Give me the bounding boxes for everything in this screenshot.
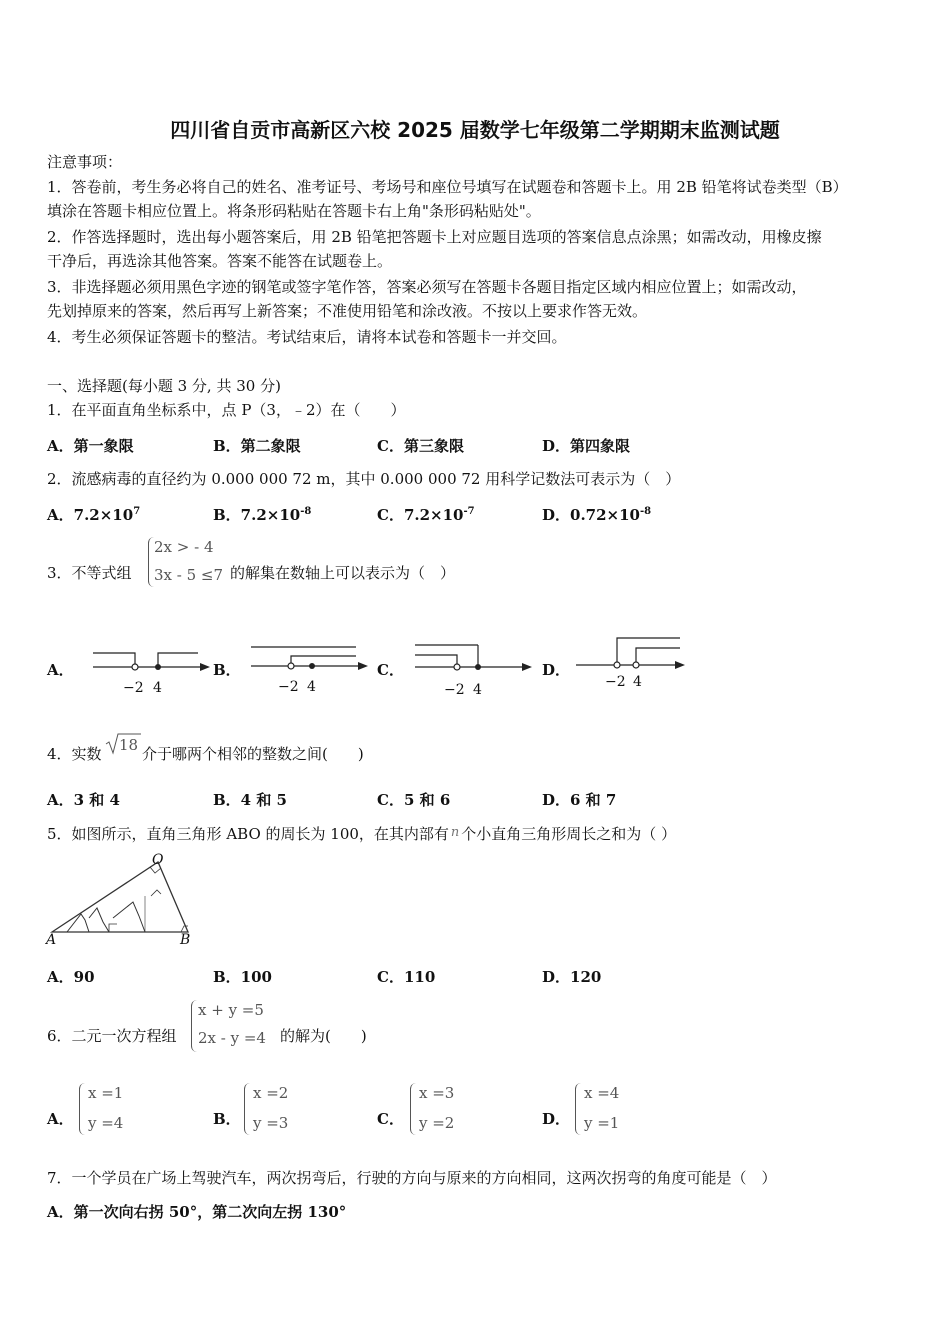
q6-option-b-line-1: x =2 xyxy=(253,1084,289,1102)
notice-heading: 注意事项： xyxy=(47,153,123,171)
q3-c-tick-4: 4 xyxy=(473,682,482,698)
q5-label-a: A xyxy=(46,932,57,948)
q2-option-d-base: D．0.72×10 xyxy=(542,506,640,524)
q5-option-d[interactable]: D．120 xyxy=(542,968,602,986)
q5-label-b: B xyxy=(180,932,191,948)
q3-b-tick-4: 4 xyxy=(307,679,316,695)
question-4-tail: 介于哪两个相邻的整数之间( ) xyxy=(142,745,364,763)
notice-line: 4．考生必须保证答题卡的整洁。考试结束后，请将本试卷和答题卡一并交回。 xyxy=(47,328,567,346)
q6-option-d-label[interactable]: D． xyxy=(542,1110,571,1128)
q3-c-tick-neg2: −2 xyxy=(444,682,465,698)
q1-option-a[interactable]: A．第一象限 xyxy=(47,437,134,455)
q7-option-a[interactable]: A．第一次向右拐 50°，第二次向左拐 130° xyxy=(47,1203,347,1221)
question-5-stem xyxy=(47,823,676,844)
question-2-stem: 2．流感病毒的直径约为 0.000 000 72 m，其中 0.000 000 72 用科学记数法可表示为（ ） xyxy=(47,470,681,488)
notice-line: 先划掉原来的答案，然后再写上新答案；不准使用铅笔和涂改液。不按以上要求作答无效。 xyxy=(47,302,648,320)
question-3-num: 3．不等式组 xyxy=(47,564,132,582)
q3-option-b-label[interactable]: B． xyxy=(213,661,241,679)
q3-system-line-1: 2x > - 4 xyxy=(154,538,214,556)
q2-option-a-base: A．7.2×10 xyxy=(47,506,134,524)
q6-option-b-label[interactable]: B． xyxy=(213,1110,241,1128)
q4-option-d[interactable]: D．6 和 7 xyxy=(542,791,617,809)
q3-a-tick-4: 4 xyxy=(153,680,162,696)
q5-stem-text: 5．如图所示，直角三角形 ABO 的周长为 100，在其内部有 xyxy=(47,825,449,843)
q5-triangle-figure xyxy=(47,852,207,942)
q2-option-c[interactable] xyxy=(377,505,475,525)
q3-option-c-label[interactable]: C． xyxy=(377,661,404,679)
q6-option-c-line-2: y =2 xyxy=(419,1114,455,1132)
q4-option-b[interactable]: B．4 和 5 xyxy=(213,791,287,809)
question-6-num: 6．二元一次方程组 xyxy=(47,1027,177,1045)
notice-line: 2．作答选择题时，选出每小题答案后，用 2B 铅笔把答题卡上对应题目选项的答案信息点涂黑；如需改动，用橡皮擦 xyxy=(47,228,822,246)
q2-option-c-exp: -7 xyxy=(463,506,475,517)
q6-option-a-line-2: y =4 xyxy=(88,1114,124,1132)
q3-a-tick-neg2: −2 xyxy=(123,680,144,696)
q3-b-tick-neg2: −2 xyxy=(278,679,299,695)
q6-option-a-brace xyxy=(79,1083,85,1135)
q2-option-b-exp: -8 xyxy=(300,506,312,517)
notice-line: 干净后，再选涂其他答案。答案不能答在试题卷上。 xyxy=(47,252,393,270)
q5-option-a[interactable]: A．90 xyxy=(47,968,95,986)
q3-d-tick-4: 4 xyxy=(633,674,642,690)
q1-option-b[interactable]: B．第二象限 xyxy=(213,437,301,455)
q6-option-a-label[interactable]: A． xyxy=(47,1110,74,1128)
q6-option-b-brace xyxy=(244,1083,250,1135)
q6-option-c-brace xyxy=(410,1083,416,1135)
question-7-stem: 7．一个学员在广场上驾驶汽车，两次拐弯后，行驶的方向与原来的方向相同，这两次拐弯的角度可能是（ ） xyxy=(47,1169,777,1187)
q2-option-d[interactable] xyxy=(542,505,651,525)
q5-label-o: O xyxy=(152,852,164,868)
q2-option-c-base: C．7.2×10 xyxy=(377,506,464,524)
question-1-stem: 1．在平面直角坐标系中，点 P（3，﹣2）在（ ） xyxy=(47,401,406,419)
notice-line: 3．非选择题必须用黑色字迹的钢笔或签字笔作答，答案必须写在答题卡各题目指定区域内相应位置上；如需改动， xyxy=(47,278,807,296)
q3-system-line-2: 3x - 5 ≤7 xyxy=(154,566,224,584)
q4-radicand: 18 xyxy=(119,736,139,754)
q2-option-d-exp: -8 xyxy=(639,506,652,517)
q5-n-symbol: n xyxy=(450,825,460,840)
q6-option-a-line-1: x =1 xyxy=(88,1084,124,1102)
q6-option-c-label[interactable]: C． xyxy=(377,1110,404,1128)
q2-option-a[interactable] xyxy=(47,505,140,525)
q3-option-a-label[interactable]: A． xyxy=(47,661,74,679)
question-6-tail: 的解为( ) xyxy=(280,1027,367,1045)
q2-option-b[interactable] xyxy=(213,505,311,525)
section-heading: 一、选择题(每小题 3 分, 共 30 分) xyxy=(47,377,281,395)
q6-option-b-line-2: y =3 xyxy=(253,1114,289,1132)
q6-system-line-1: x + y =5 xyxy=(198,1001,264,1019)
q5-option-b[interactable]: B．100 xyxy=(213,968,272,986)
q5-option-c[interactable]: C．110 xyxy=(377,968,436,986)
q4-option-a[interactable]: A．3 和 4 xyxy=(47,791,120,809)
q6-option-d-brace xyxy=(575,1083,581,1135)
q5-stem-tail: 个小直角三角形周长之和为（ ） xyxy=(461,825,677,843)
question-3-tail: 的解集在数轴上可以表示为（ ） xyxy=(230,564,456,582)
q3-option-d-label[interactable]: D． xyxy=(542,661,571,679)
q6-option-d-line-2: y =1 xyxy=(584,1114,620,1132)
q2-option-a-exp: 7 xyxy=(133,506,141,517)
q4-option-c[interactable]: C．5 和 6 xyxy=(377,791,451,809)
question-4-num: 4．实数 xyxy=(47,745,102,763)
q6-system-brace xyxy=(191,1000,197,1052)
q3-d-tick-neg2: −2 xyxy=(605,674,626,690)
q1-option-c[interactable]: C．第三象限 xyxy=(377,437,464,455)
q6-system-line-2: 2x - y =4 xyxy=(198,1029,266,1047)
q6-option-d-line-1: x =4 xyxy=(584,1084,620,1102)
q6-option-c-line-1: x =3 xyxy=(419,1084,455,1102)
page-title: 四川省自贡市高新区六校 2025 届数学七年级第二学期期末监测试题 xyxy=(170,118,780,142)
q1-option-d[interactable]: D．第四象限 xyxy=(542,437,631,455)
q2-option-b-base: B．7.2×10 xyxy=(213,506,301,524)
notice-line: 填涂在答题卡相应位置上。将条形码粘贴在答题卡右上角"条形码粘贴处"。 xyxy=(47,202,541,220)
notice-line: 1．答卷前，考生务必将自己的姓名、准考证号、考场号和座位号填写在试题卷和答题卡上。用 2B 铅笔将试卷类型（B） xyxy=(47,178,848,196)
